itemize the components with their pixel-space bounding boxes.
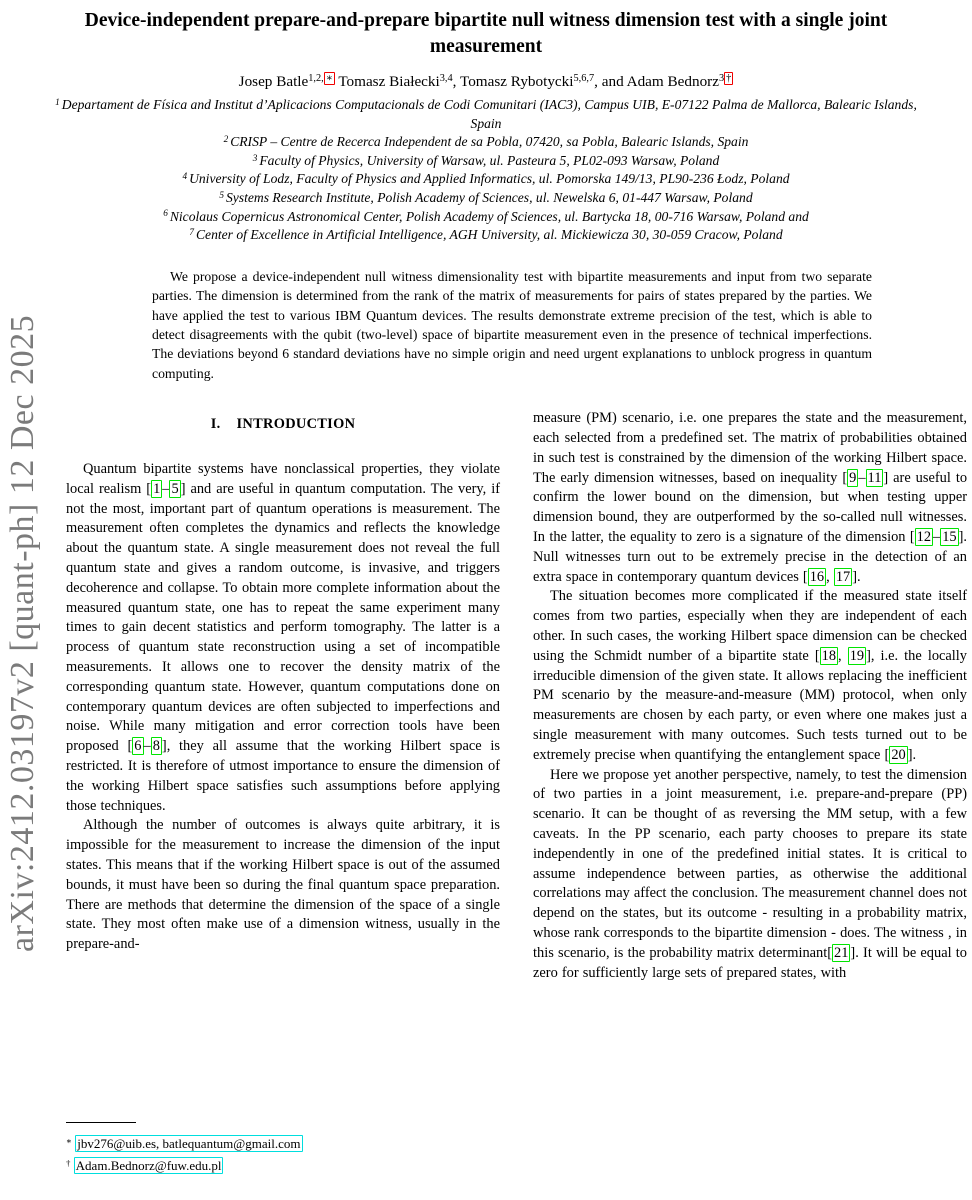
superscript: 1,2, [308, 73, 324, 85]
affiliation-3 [55, 152, 917, 171]
paragraph: Although the number of outcomes is always quite arbitrary, it is impossible for the measurement to increase the dimension of the input states. This means that if the working Hilbert space is out of the assumed bounds, it must have been so during the final quantum space preparation. There are methods that determine the dimension of the space of a single state. They most often make use of a dimension witness, usually in the prepare-and- [66, 817, 500, 953]
email-link-batle[interactable]: jbv276@uib.es, batlequantum@gmail.com [77, 1136, 301, 1151]
section-label: INTRODUCTION [236, 416, 356, 433]
arxiv-watermark: arXiv:2412.03197v2 [quant-ph] 12 Dec 2025 [4, 314, 41, 952]
affiliation-2 [55, 133, 917, 152]
citation-link-17[interactable]: 17 [835, 568, 851, 585]
citation-link-6[interactable]: 6 [134, 738, 142, 755]
citation-link-20[interactable]: 20 [891, 746, 906, 763]
section-heading-introduction [66, 415, 500, 435]
paragraph: Here we propose yet another perspective, namely, to test the dimension of two parties in a joint measurement, i.e. prepare-and-prepare (PP) scenario. It can be thought of as reversing the MM setup, with a few caveats. In the PP scenario, each party chooses to prepare its state independently in one of the predefined initial states. It is critical to assume independence between parties, as otherwise the additional correlations may affect the conclusion. The measurement channel does not depend on the states, but its outcome - resulting in a probability matrix, whose rank corresponds to the bipartite dimension - does. The witness , in this scenario, is the probability matrix determinant[ 21 ]. It will be equal to zero for sufficiently large sets of prepared states, with [533, 766, 967, 981]
paragraph: measure (PM) scenario, i.e. one prepares the state and the measurement, each selected from a predefined set. The matrix of probabilities obtained in such test is constrained by the dimension of the working Hilbert space. The early dimension witnesses, based on inequality [ 9 – 11 ] are useful to confirm the lower bound on the dimension, but when testing upper dimension bound, they are outperformed by the so-called null witnesses. In the latter, the equality to zero is a signature of the dimension [ 12 – 15 ]. Null witnesses turn out to be extremely precise in the detection of an extra space in contemporary quantum devices [ 16 , 17 ]. [533, 410, 968, 585]
affiliation-number: 6 [163, 208, 168, 219]
citation-link-21[interactable]: 21 [834, 944, 849, 961]
author-email-link-star[interactable]: ∗ [325, 73, 333, 85]
section-number: I. [210, 416, 221, 433]
affiliation-text: University of Lodz, Faculty of Physics and Applied Informatics, ul. Pomorska 149/13, PL90-236 Łodz, Poland [189, 171, 790, 187]
citation-link-5[interactable]: 5 [171, 480, 179, 497]
affiliation-number: 7 [189, 227, 194, 237]
left-column [66, 409, 500, 983]
paragraph: The situation becomes more complicated if the measured state itself comes from two parties, especially when they are independent of each other. In such cases, the working Hilbert space dimension can be checked using the Schmidt number of a bipartite state [ 18 , 19 ], i.e. the locally irreducible dimension of the given state. It allows replacing the inefficient PM scenario by the measure-and-measure (MM) protocol, when only measurements are chosen by each party, or even where one makes just a single measurement with many outcomes. Such tests turned out to be extremely precise when quantifying the entanglement space [ 20 ]. [533, 588, 967, 763]
author-marker [724, 73, 733, 84]
citation-link-8[interactable]: 8 [152, 738, 160, 755]
footnote-star [66, 1133, 500, 1155]
affiliation-number: 1 [55, 96, 60, 107]
footnote-rule [66, 1122, 136, 1123]
paper-title: Device-independent prepare-and-prepare bipartite null witness dimension test with a single joint measurement [84, 10, 888, 57]
author-line: Josep Batle$^{1,2,}$ ∗ Tomasz Białecki$^{3,4}$, Tomasz Rybotycki$^{5,6,7}$, and Adam Bednorz$^3$ † [238, 73, 732, 90]
affiliation-number: 2 [223, 134, 229, 145]
citation-link-1[interactable]: 1 [153, 480, 161, 497]
paragraph: Quantum bipartite systems have nonclassical properties, they violate local realism [ 1 – 5 ] and are useful in quantum computation. The very, if not the most, important part of quantum operations is measurement. The measurement often completes the dynamics and reflects the knowledge about the quantum state. A single measurement does not reveal the full quantum state and gives a random outcome, is invasive, and triggers decoherence and collapse. To obtain more complete information about the measured quantum state, one has to repeat the same experiment many times to gain decent statistics and perform tomography. The latter is a process of quantum state reconstruction using a set of incompatible measurements. It allows one to recover the density matrix of the corresponding quantum state. However, quantum computations done on contemporary quantum devices are often subjected to imperfections and noise. While many mitigation and error correction tools have been proposed [ 6 – 8 ], they all assume that the working Hilbert space is restricted. It is therefore of utmost importance to ensure the dimension of the working Hilbert space satisfies such assumptions before applying those techniques. [66, 460, 500, 814]
affiliation-6 [55, 208, 917, 227]
affiliation-number: 5 [219, 189, 224, 200]
affiliation-list [0, 96, 972, 245]
citation-link-9[interactable]: 9 [849, 469, 857, 486]
author-marker [324, 73, 335, 84]
footnote-marker-dagger: † [66, 1158, 71, 1169]
citation-link-19[interactable]: 19 [849, 647, 865, 664]
affiliation-text: Nicolaus Copernicus Astronomical Center, Polish Academy of Sciences, ul. Bartycka 18, 00-716 Warsaw, Poland and [169, 208, 809, 224]
affiliation-text: Departament de Física and Institut d’Aplicacions Computacionals de Codi Comunitari (IAC3), Campus UIB, E-07122 Palma de Mallorca, Balearic Islands, Spain [61, 97, 917, 131]
affiliation-1 [55, 96, 917, 133]
affiliation-7 [55, 226, 917, 245]
footnote-marker-star: ∗ [66, 1136, 73, 1147]
superscript: 5,6,7 [573, 73, 595, 85]
author-email-link-dagger[interactable]: † [726, 73, 732, 85]
right-column [533, 409, 967, 983]
affiliation-text: Faculty of Physics, University of Warsaw, ul. Pasteura 5, PL02-093 Warsaw, Poland [259, 152, 720, 168]
email-link-bednorz[interactable]: Adam.Bednorz@fuw.edu.pl [75, 1158, 222, 1173]
affiliation-number: 3 [252, 152, 258, 163]
abstract: We propose a device-independent null witness dimensionality test with bipartite measurements and input from two separate parties. The dimension is determined from the rank of the matrix of measurements for pairs of states prepared by the parties. We have applied the test to various IBM Quantum devices. The results demonstrate extreme precision of the test, which is able to detect disagreements with the qubit (two-level) space of bipartite measurement even in the presence of technical imperfections. The deviations beyond 6 standard deviations have no simple origin and need urgent explanations to unblock progress in quantum computing. [152, 268, 872, 381]
superscript: 3,4 [439, 73, 453, 85]
footnote-block [66, 1122, 500, 1177]
two-column-body [66, 409, 967, 983]
citation-link-18[interactable]: 18 [821, 647, 837, 664]
affiliation-number: 4 [182, 171, 188, 182]
citation-link-16[interactable]: 16 [809, 568, 825, 585]
citation-link-12[interactable]: 12 [916, 528, 932, 545]
citation-link-15[interactable]: 15 [942, 528, 957, 545]
footnote-dagger [66, 1155, 500, 1177]
affiliation-text: Center of Excellence in Artificial Intelligence, AGH University, al. Mickiewicza 30, 30-059 Cracow, Poland [195, 227, 783, 243]
citation-link-11[interactable]: 11 [867, 469, 882, 486]
affiliation-text: CRISP – Centre de Recerca Independent de sa Pobla, 07420, sa Pobla, Balearic Islands, Spain [230, 134, 749, 150]
affiliation-4 [55, 170, 917, 189]
affiliation-text: Systems Research Institute, Polish Academy of Sciences, ul. Newelska 6, 01-447 Warsaw, Poland [225, 189, 753, 205]
affiliation-5 [55, 189, 917, 208]
superscript: 3 [719, 73, 725, 85]
